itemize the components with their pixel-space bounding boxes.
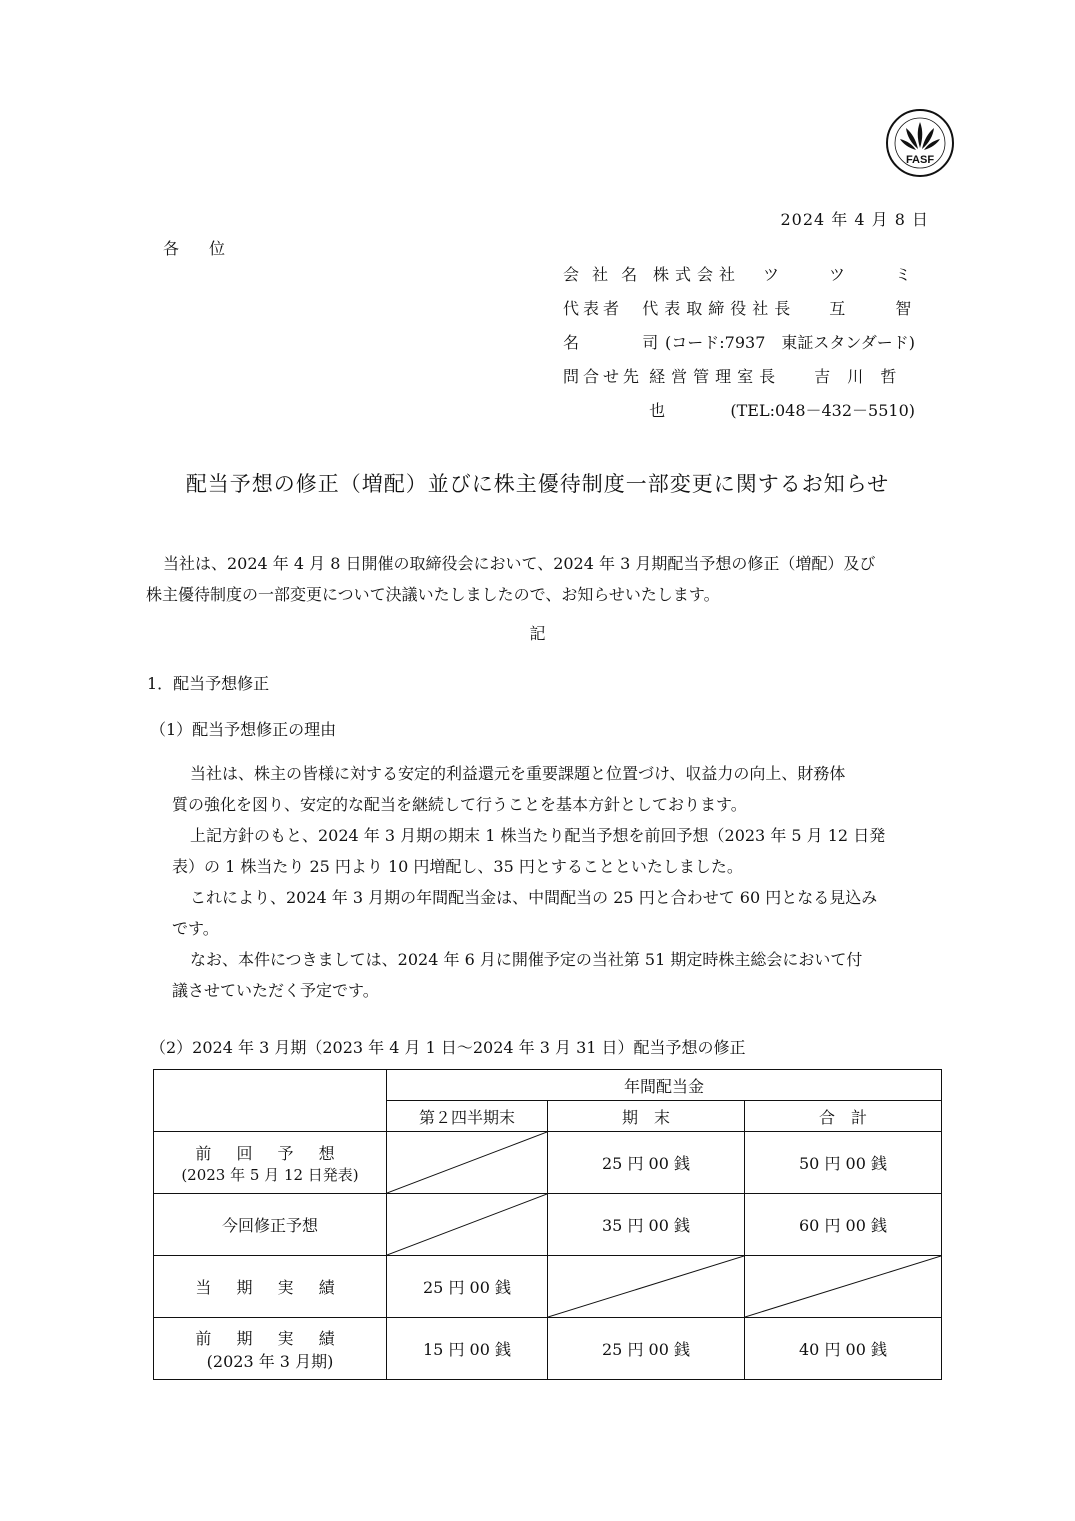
cell-value: 40 円 00 銭 bbox=[745, 1318, 942, 1380]
document-date: 2024 年 4 月 8 日 bbox=[780, 210, 929, 229]
row-label: 当 期 実 績 bbox=[154, 1256, 387, 1318]
intro-line-2: 株主優待制度の一部変更について決議いたしましたので、お知らせいたします。 bbox=[146, 585, 720, 604]
empty-cell-slash bbox=[745, 1256, 942, 1318]
table-row bbox=[154, 1256, 942, 1318]
row-label: 今回修正予想 bbox=[154, 1194, 387, 1256]
company-name-label: 会 社 名 bbox=[563, 265, 642, 284]
contact-tel: (TEL:048－432－5510) bbox=[730, 401, 915, 420]
empty-cell-slash bbox=[387, 1194, 548, 1256]
table-row bbox=[154, 1318, 942, 1380]
cell-value: 15 円 00 銭 bbox=[387, 1318, 548, 1380]
dividend-table bbox=[153, 1069, 942, 1380]
stock-code: (コード:7937 東証スタンダード) bbox=[665, 333, 915, 352]
table-corner bbox=[154, 1070, 387, 1132]
col-end-header: 期 末 bbox=[548, 1101, 745, 1132]
cell-value: 50 円 00 銭 bbox=[745, 1132, 942, 1194]
ki-marker: 記 bbox=[529, 624, 546, 643]
table-row bbox=[154, 1132, 942, 1194]
col-total-header: 合 計 bbox=[745, 1101, 942, 1132]
contact-label: 問合せ先 bbox=[563, 367, 644, 386]
cell-value: 60 円 00 銭 bbox=[745, 1194, 942, 1256]
table-row bbox=[154, 1194, 942, 1256]
intro-line-1: 当社は、2024 年 4 月 8 日開催の取締役会において、2024 年 3 月期配当予想の修正（増配）及び bbox=[163, 554, 876, 573]
intro-paragraph bbox=[146, 548, 941, 610]
representative-label: 代表者名 bbox=[563, 299, 624, 352]
reason-line: 議させていただく予定です。 bbox=[172, 981, 379, 1000]
company-info bbox=[563, 258, 940, 428]
fasf-logo bbox=[885, 108, 955, 178]
empty-cell-slash bbox=[548, 1256, 745, 1318]
contact-person: 経営管理室長 吉 川 哲 也 bbox=[649, 367, 903, 420]
row-label: 前 期 実 績 (2023 年 3 月期) bbox=[154, 1318, 387, 1380]
svg-text:FASF: FASF bbox=[905, 154, 935, 166]
section-heading-1: 1．配当予想修正 bbox=[147, 674, 270, 693]
representative: 代表取締役社長 互 智 司 bbox=[642, 299, 940, 352]
document-title: 配当予想の修正（増配）並びに株主優待制度一部変更に関するお知らせ bbox=[185, 472, 890, 496]
reason-line: これにより、2024 年 3 月期の年間配当金は、中間配当の 25 円と合わせて 60 円となる見込み bbox=[190, 888, 878, 907]
annual-dividend-header: 年間配当金 bbox=[387, 1070, 942, 1101]
subsection-heading-2: （2）2024 年 3 月期（2023 年 4 月 1 日～2024 年 3 月 31 日）配当予想の修正 bbox=[150, 1038, 746, 1057]
cell-value: 25 円 00 銭 bbox=[548, 1132, 745, 1194]
reason-line: 当社は、株主の皆様に対する安定的利益還元を重要課題と位置づけ、収益力の向上、財務体 bbox=[190, 764, 846, 783]
reason-line: 表）の 1 株当たり 25 円より 10 円増配し、35 円とすることといたしました。 bbox=[172, 857, 743, 876]
addressee: 各位 bbox=[163, 239, 256, 258]
reason-line: です。 bbox=[172, 919, 219, 938]
row-label: 前 回 予 想 (2023 年 5 月 12 日発表) bbox=[154, 1132, 387, 1194]
col-q2-header: 第２四半期末 bbox=[387, 1101, 548, 1132]
reason-text bbox=[172, 758, 942, 1006]
reason-line: 上記方針のもと、2024 年 3 月期の期末 1 株当たり配当予想を前回予想（2023 年 5 月 12 日発 bbox=[190, 826, 886, 845]
empty-cell-slash bbox=[387, 1132, 548, 1194]
cell-value: 35 円 00 銭 bbox=[548, 1194, 745, 1256]
cell-value: 25 円 00 銭 bbox=[548, 1318, 745, 1380]
cell-value: 25 円 00 銭 bbox=[387, 1256, 548, 1318]
company-name: 株式会社 ツ ツ ミ bbox=[653, 265, 918, 284]
reason-line: なお、本件につきましては、2024 年 6 月に開催予定の当社第 51 期定時株主総会において付 bbox=[190, 950, 863, 969]
subsection-heading-1: （1）配当予想修正の理由 bbox=[150, 720, 337, 739]
reason-line: 質の強化を図り、安定的な配当を継続して行うことを基本方針としております。 bbox=[172, 795, 747, 814]
